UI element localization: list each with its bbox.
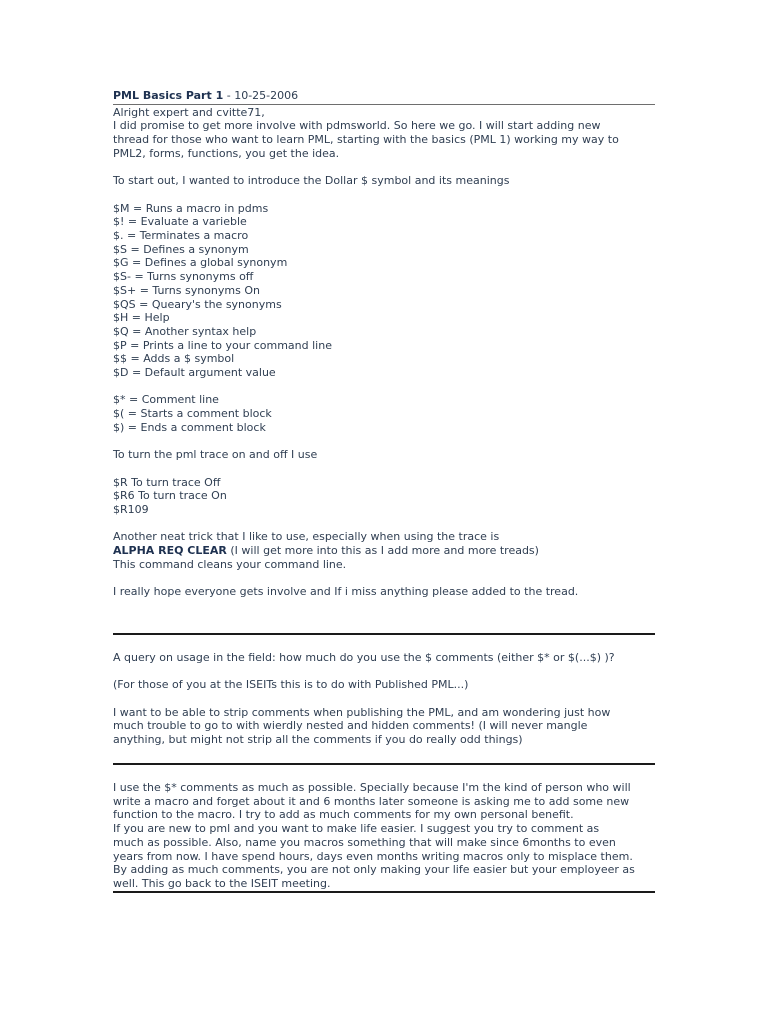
trick-paragraph <box>113 530 655 571</box>
intro-paragraph <box>113 106 655 161</box>
list-item: $Q = Another syntax help <box>113 324 257 338</box>
trick-command: ALPHA REQ CLEAR <box>113 544 227 558</box>
dollar-intro: To start out, I wanted to introduce the Dollar $ symbol and its meanings <box>113 174 510 188</box>
trick-note: This command cleans your command line. <box>113 557 347 571</box>
post-2 <box>113 651 655 747</box>
list-item: $QS = Queary's the synonyms <box>113 297 282 311</box>
body-line: well. This go back to the ISEIT meeting. <box>113 876 331 890</box>
title-date-separator: - <box>223 89 235 102</box>
intro-line: I did promise to get more involve with pdmsworld. So here we go. I will start adding new <box>113 119 601 133</box>
post-divider <box>113 891 655 893</box>
list-item: $* = Comment line <box>113 393 219 407</box>
intro-line: PML2, forms, functions, you get the idea. <box>113 146 340 160</box>
body-line: anything, but might not strip all the comments if you do really odd things) <box>113 733 523 747</box>
list-item: $G = Defines a global synonym <box>113 256 288 270</box>
post-divider <box>113 633 655 635</box>
body-line: I use the $* comments as much as possible. Specially because I'm the kind of person who will <box>113 781 631 794</box>
list-item: $( = Starts a comment block <box>113 407 272 421</box>
body-line: By adding as much comments, you are not only making your life easier but your employeer as <box>113 863 635 877</box>
list-item: $S- = Turns synonyms off <box>113 270 254 284</box>
dollar-symbol-list <box>113 202 655 380</box>
body-line: If you are new to pml and you want to make life easier. I suggest you try to comment as <box>113 822 600 836</box>
query-line: A query on usage in the field: how much do you use the $ comments (either $* or $(...$) )? <box>113 651 615 664</box>
trick-rest: (I will get more into this as I add more and more treads) <box>226 544 539 558</box>
body-line: much as possible. Also, name you macros something that will make since 6months to even <box>113 835 616 849</box>
list-item: $$ = Adds a $ symbol <box>113 352 235 366</box>
body-line: much trouble to go to with wierdly nested and hidden comments! (I will never mangle <box>113 719 588 733</box>
iseit-note: (For those of you at the ISEITs this is to do with Published PML...) <box>113 678 469 692</box>
trick-line: Another neat trick that I like to use, especially when using the trace is <box>113 530 500 544</box>
list-item: $) = Ends a comment block <box>113 420 266 434</box>
post-title-row <box>113 89 655 105</box>
body-line: write a macro and forget about it and 6 months later someone is asking me to add some new <box>113 794 630 808</box>
list-item: $R To turn trace Off <box>113 475 221 489</box>
list-item: $! = Evaluate a varieble <box>113 215 247 229</box>
post-divider <box>113 763 655 765</box>
intro-line: Alright expert and cvitte71, <box>113 105 265 119</box>
post-2-body <box>113 706 655 747</box>
trace-intro: To turn the pml trace on and off I use <box>113 448 318 462</box>
list-item: $R6 To turn trace On <box>113 489 227 503</box>
list-item: $S+ = Turns synonyms On <box>113 283 260 297</box>
comment-symbol-list <box>113 393 655 434</box>
body-line: years from now. I have spend hours, days even months writing macros only to misplace them. <box>113 849 633 863</box>
trace-list <box>113 476 655 517</box>
body-line: function to the macro. I try to add as much comments for my own personal benefit. <box>113 808 574 822</box>
list-item: $S = Defines a synonym <box>113 242 249 256</box>
list-item: $H = Help <box>113 311 170 325</box>
post-date: 10-25-2006 <box>234 89 299 102</box>
list-item: $D = Default argument value <box>113 366 276 380</box>
list-item: $R109 <box>113 503 149 517</box>
list-item: $P = Prints a line to your command line <box>113 338 332 352</box>
list-item: $M = Runs a macro in pdms <box>113 201 269 215</box>
body-line: I want to be able to strip comments when publishing the PML, and am wondering just how <box>113 705 611 719</box>
trick-command-line <box>113 544 655 558</box>
post-3-body <box>113 781 655 891</box>
post-3 <box>113 781 655 891</box>
post-title: PML Basics Part 1 <box>113 89 224 102</box>
intro-line: thread for those who want to learn PML, starting with the basics (PML 1) working my way to <box>113 133 619 147</box>
post-1 <box>113 89 655 599</box>
closing-line: I really hope everyone gets involve and If i miss anything please added to the tread. <box>113 585 579 599</box>
list-item: $. = Terminates a macro <box>113 229 249 242</box>
